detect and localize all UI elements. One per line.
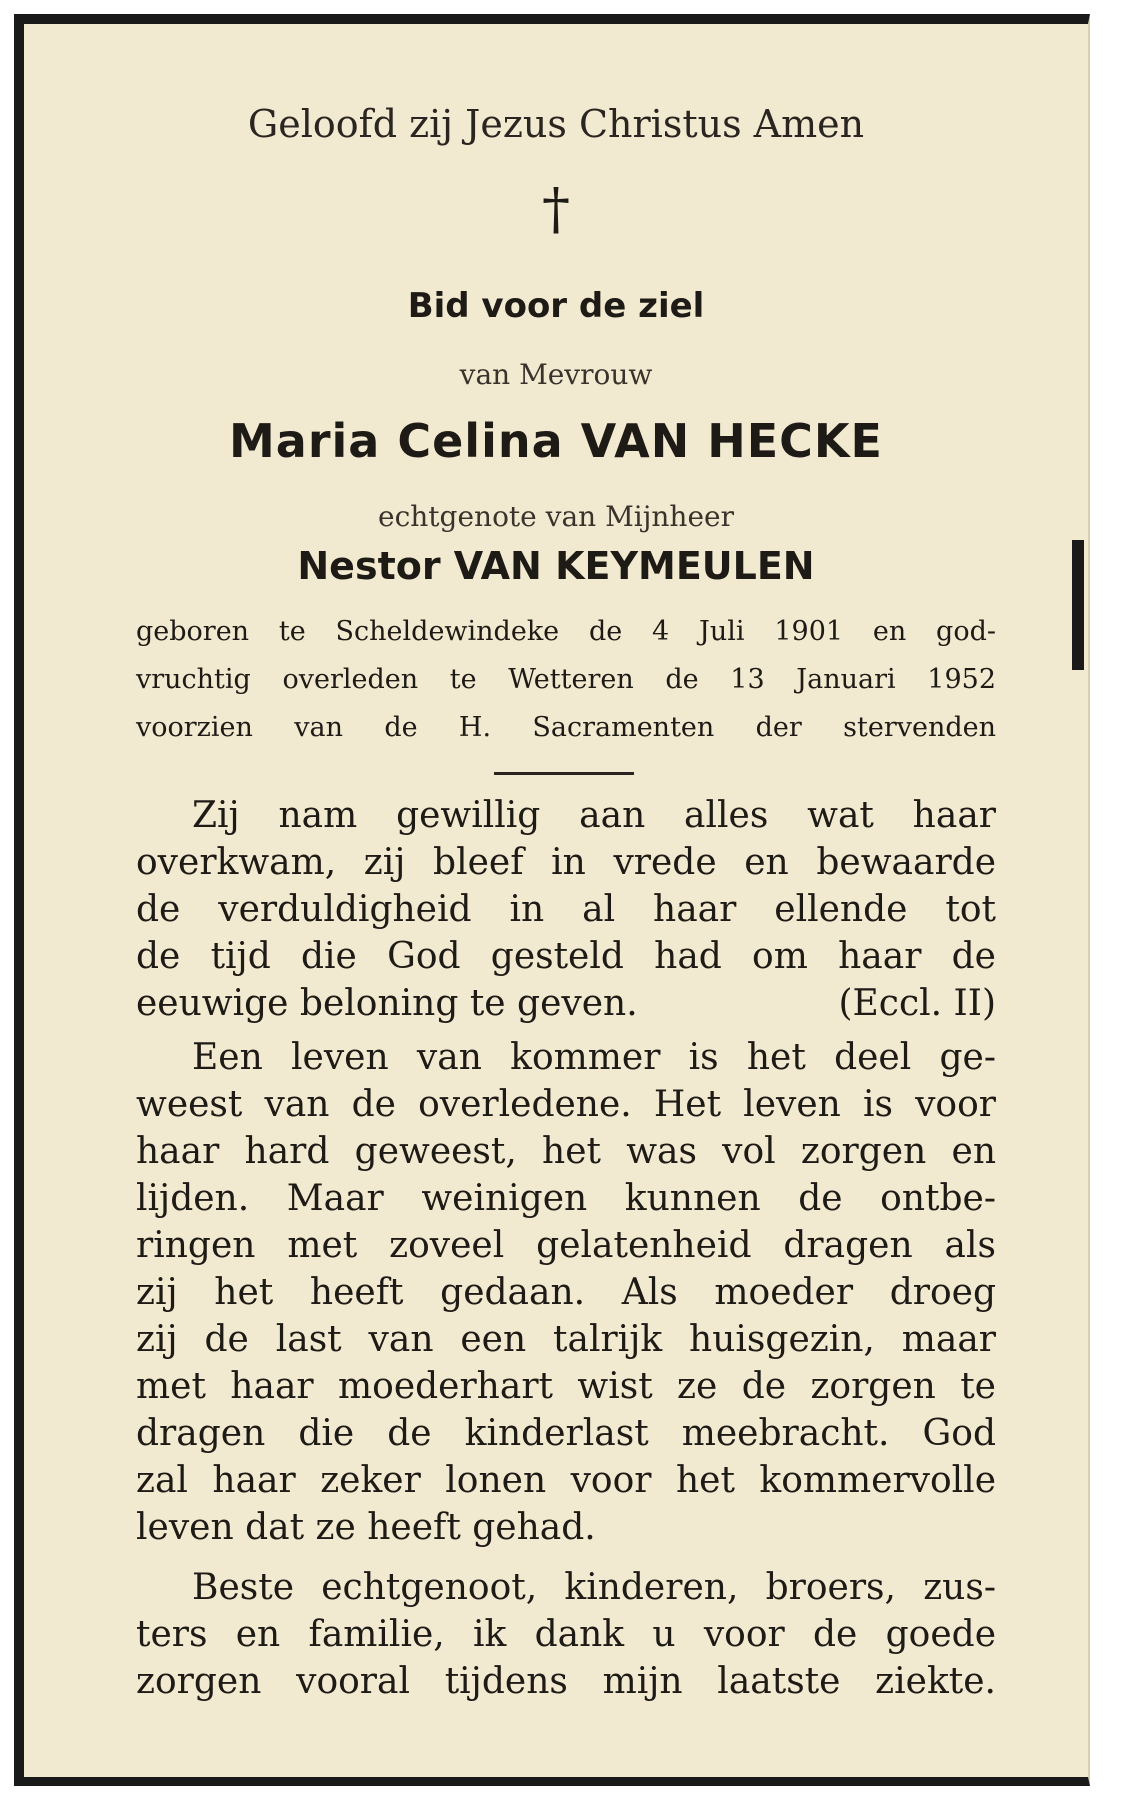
paragraph-line: zij het heeft gedaan. Als moeder droeg: [136, 1272, 996, 1313]
husband-name: Nestor VAN KEYMEULEN: [297, 544, 815, 588]
details-line: geboren te Scheldewindeke de 4 Juli 1901 en god-: [136, 616, 996, 647]
paragraph-last-row: [136, 980, 996, 1027]
card-header: Geloofd zij Jezus Christus Amen: [247, 102, 865, 146]
details-line: vruchtig overleden te Wetteren de 13 Januari 1952: [136, 664, 996, 695]
paragraph-line: lijden. Maar weinigen kunnen de ontbe-: [136, 1178, 996, 1219]
paragraph-line: eeuwige beloning te geven.: [136, 983, 638, 1024]
prayer-heading: Bid voor de ziel: [407, 286, 705, 326]
paragraph-line: Zij nam gewillig aan alles wat haar: [192, 795, 996, 836]
paragraph-line: zij de last van een talrijk huisgezin, maar: [136, 1319, 996, 1360]
paragraph-line: Een leven van kommer is het deel ge-: [192, 1037, 996, 1078]
cross-icon: †: [542, 177, 570, 242]
edge-mark: [1072, 540, 1084, 670]
paragraph-line: zorgen vooral tijdens mijn laatste ziekte.: [136, 1661, 996, 1702]
details-line: voorzien van de H. Sacramenten der stervenden: [136, 712, 996, 743]
citation: (Eccl. II): [838, 983, 996, 1024]
paragraph-2: [136, 1034, 996, 1551]
life-details: [136, 608, 996, 752]
paragraph-line: de tijd die God gesteld had om haar de: [136, 936, 996, 977]
title-line: van Mevrouw: [459, 358, 653, 391]
paragraph-line: dragen die de kinderlast meebracht. God: [136, 1413, 996, 1454]
paragraph-line: Beste echtgenoot, kinderen, broers, zus-: [192, 1567, 996, 1608]
paragraph-line: de verduldigheid in al haar ellende tot: [136, 889, 996, 930]
relation-line: echtgenote van Mijnheer: [378, 500, 734, 533]
paragraph-line: weest van de overledene. Het leven is voor: [136, 1084, 996, 1125]
paragraph-line: ringen met zoveel gelatenheid dragen als: [136, 1225, 996, 1266]
divider: [494, 772, 634, 775]
paragraph-line: leven dat ze heeft gehad.: [136, 1507, 596, 1548]
paragraph-line: zal haar zeker lonen voor het kommervolle: [136, 1460, 996, 1501]
paragraph-1: [136, 792, 996, 1027]
paragraph-line: haar hard geweest, het was vol zorgen en: [136, 1131, 996, 1172]
deceased-name: Maria Celina VAN HECKE: [229, 414, 883, 468]
paragraph-line: ters en familie, ik dank u voor de goede: [136, 1614, 996, 1655]
paragraph-3: [136, 1564, 996, 1705]
paragraph-line: overkwam, zij bleef in vrede en bewaarde: [136, 842, 996, 883]
memorial-card: [14, 14, 1090, 1786]
paragraph-line: met haar moederhart wist ze de zorgen te: [136, 1366, 996, 1407]
